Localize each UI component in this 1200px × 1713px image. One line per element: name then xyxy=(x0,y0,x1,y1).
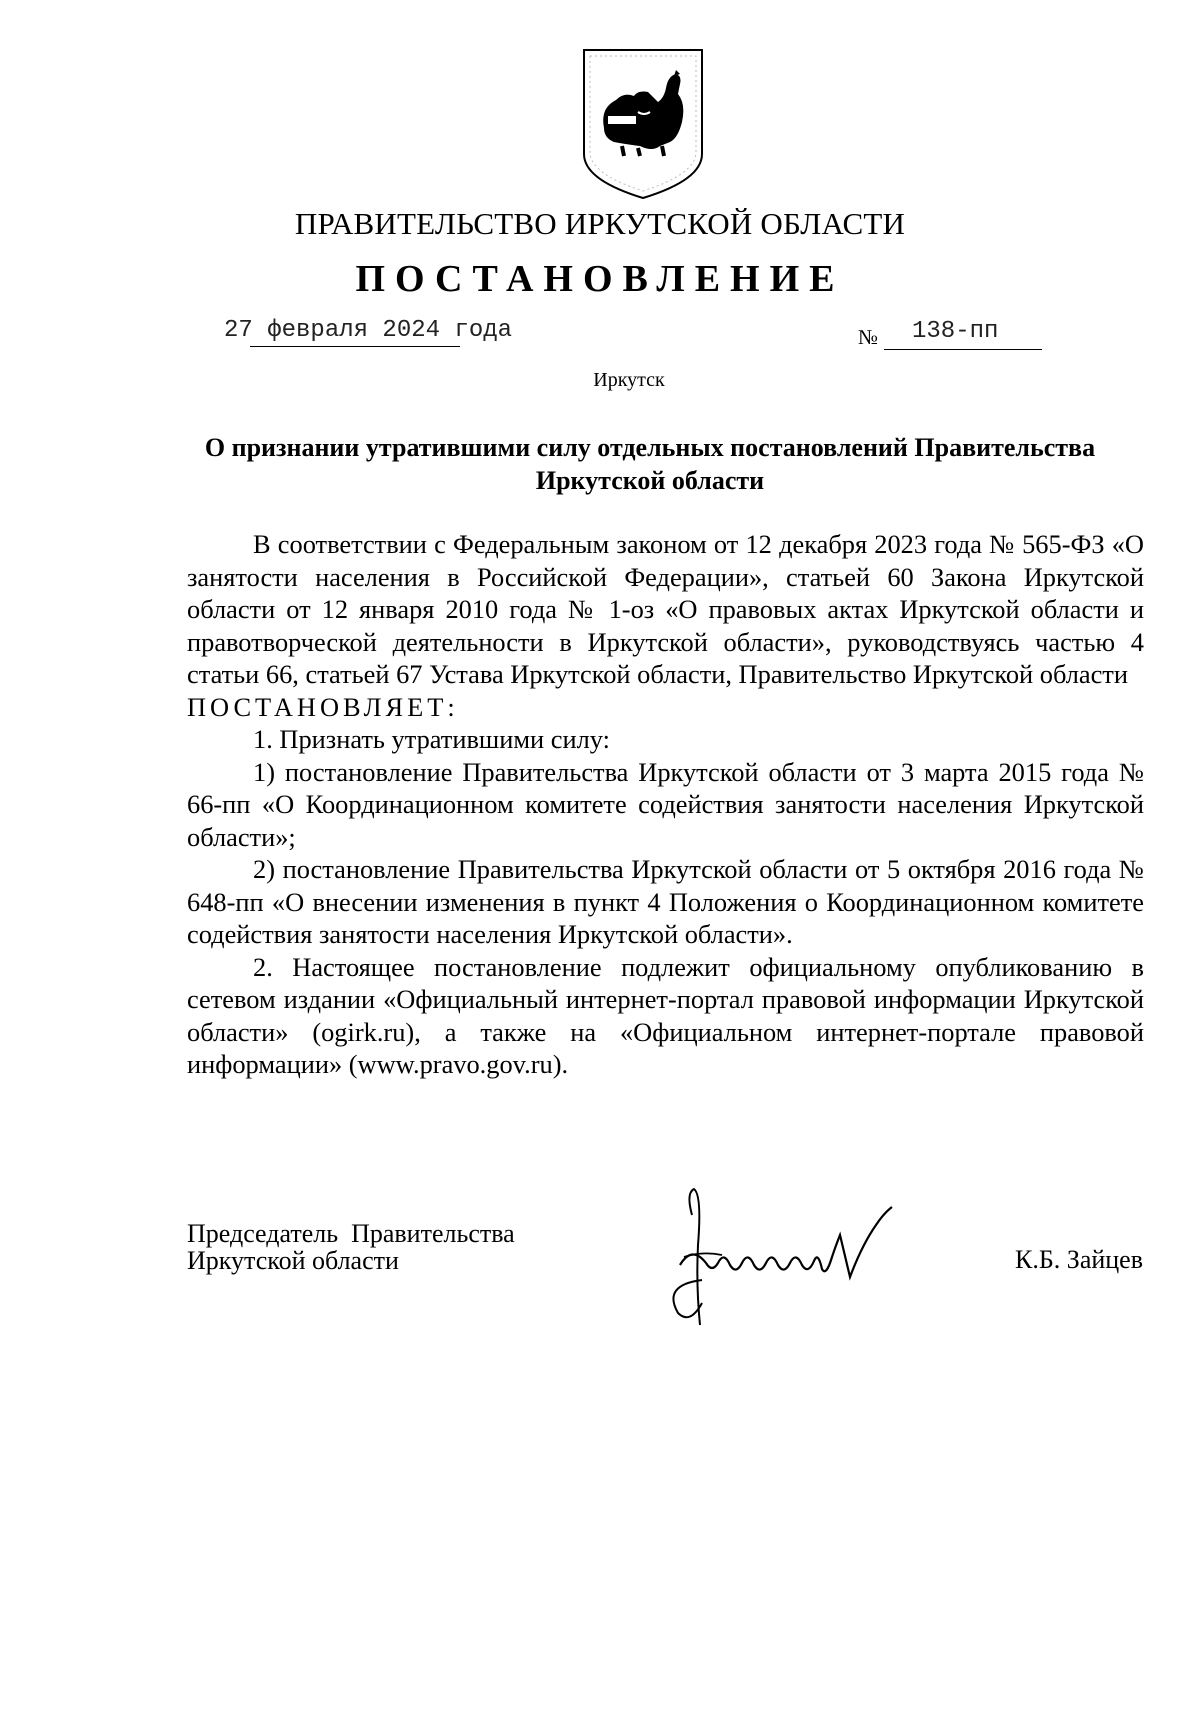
signer-position-line-1: Председатель Правительства xyxy=(187,1219,515,1248)
title-line-1: О признании утратившими силу отдельных постановлений Правительства xyxy=(204,433,1096,462)
document-type: ПОСТАНОВЛЕНИЕ xyxy=(355,258,845,300)
date-underline xyxy=(250,346,460,347)
organization-name: ПРАВИТЕЛЬСТВО ИРКУТСКОЙ ОБЛАСТИ xyxy=(294,206,906,241)
item-1: 1. Признать утратившими силу: xyxy=(253,724,610,754)
document-title xyxy=(170,431,1130,497)
decree-word: ПОСТАНОВЛЯЕТ: xyxy=(187,691,459,722)
number-sign: № xyxy=(858,325,879,349)
city-name: Иркутск xyxy=(593,369,665,391)
preamble-paragraph: В соответствии с Федеральным законом от 12 декабря 2023 года № 565-ФЗ «О занятости населения в Российской Федерации», статьей 60 Закона Иркутской области от 12 января 2010 года № 1-оз «О правовых актах Иркутской области и правотворческой деятельности в Иркутской области», руководствуясь частью 4 статьи 66, статьей 67 Устава Иркутской области, Правительство Иркутской области xyxy=(187,529,1144,689)
irkutsk-coat-of-arms-icon xyxy=(578,46,708,202)
number-underline xyxy=(884,349,1042,350)
document-number: 138-пп xyxy=(912,318,999,345)
title-line-2: Иркутской области xyxy=(535,466,765,495)
document-body xyxy=(187,528,1144,1081)
item-1-1: 1) постановление Правительства Иркутской области от 3 марта 2015 года № 66-пп «О Координационном комитете содействия занятости населения Иркутской области»; xyxy=(187,756,1144,852)
item-1-2: 2) постановление Правительства Иркутской области от 5 октября 2016 года № 648-пп «О внесении изменения в пункт 4 Положения о Координационном комитете содействия занятости населения Иркутской области». xyxy=(187,854,1144,949)
document-date: 27 февраля 2024 года xyxy=(224,317,513,344)
item-2: 2. Настоящее постановление подлежит официальному опубликованию в сетевом издании «Официальный интернет-портал правовой информации Иркутской области» (ogirk.ru), а также на «Официальном интернет-портале правовой информации» (www.pravo.gov.ru). xyxy=(187,951,1144,1079)
signer-position xyxy=(187,1220,515,1274)
signer-position-line-2: Иркутской области xyxy=(187,1246,399,1275)
handwritten-signature xyxy=(672,1185,952,1330)
signer-name: К.Б. Зайцев xyxy=(1015,1245,1143,1274)
